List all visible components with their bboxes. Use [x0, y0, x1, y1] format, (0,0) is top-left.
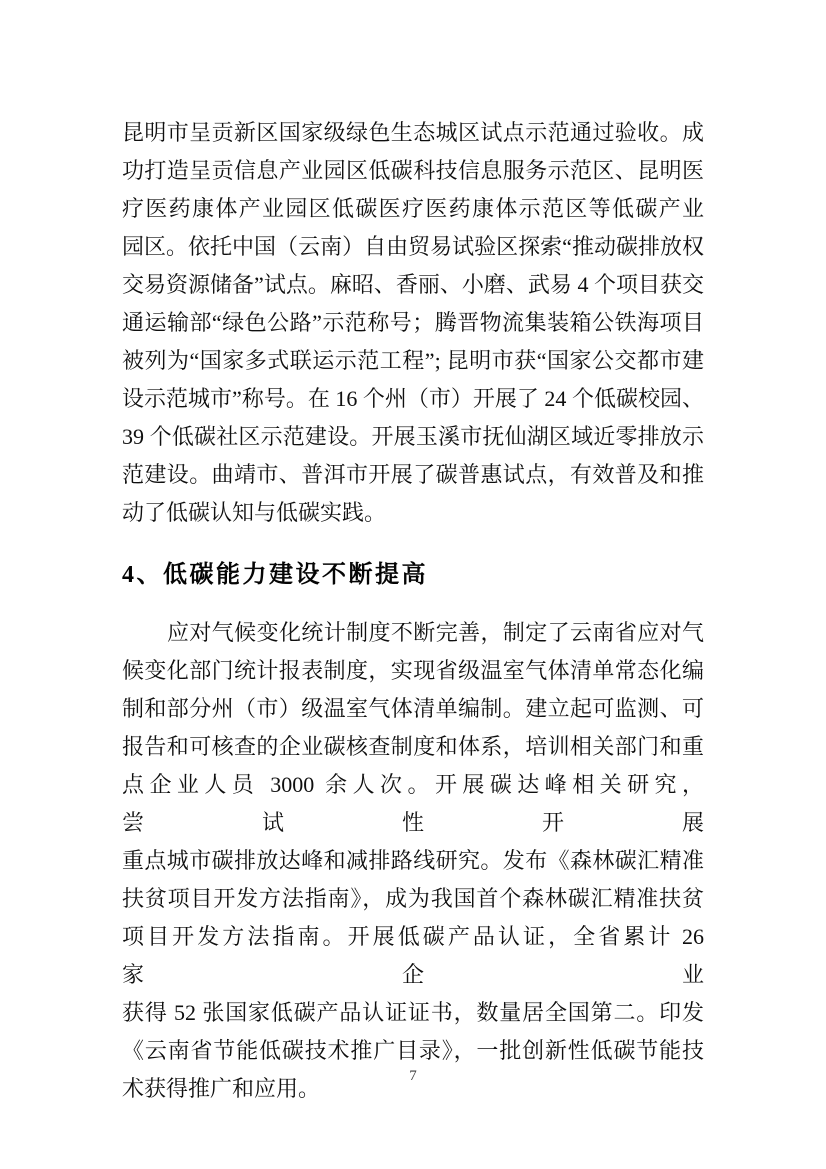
page-number: 7: [409, 1068, 417, 1084]
text-line: 39 个低碳社区示范建设。开展玉溪市抚仙湖区域近零排放示: [122, 424, 704, 449]
text-line: 疗医药康体产业园区低碳医疗医药康体示范区等低碳产业: [122, 196, 704, 221]
text-line: 获得 52 张国家低碳产品认证证书，数量居全国第二。印发: [122, 1000, 704, 1025]
text-line: 交易资源储备”试点。麻昭、香丽、小磨、武易 4 个项目获交: [122, 272, 704, 297]
paragraph-2: [122, 614, 704, 1108]
text-line: 动了低碳认知与低碳实践。: [122, 500, 387, 525]
section-heading: 4、低碳能力建设不断提高: [122, 562, 428, 588]
text-line: 《云南省节能低碳技术推广目录》，一批创新性低碳节能技: [122, 1038, 704, 1063]
text-line: 通运输部“绿色公路”示范称号；腾晋物流集装箱公铁海项目: [122, 310, 704, 335]
text-line: 报告和可核查的企业碳核查制度和体系，培训相关部门和重: [122, 734, 704, 759]
text-line: 功打造呈贡信息产业园区低碳科技信息服务示范区、昆明医: [122, 158, 704, 183]
text-line: 候变化部门统计报表制度，实现省级温室气体清单常态化编: [122, 658, 704, 683]
text-line: 应对气候变化统计制度不断完善，制定了云南省应对气: [167, 620, 704, 645]
text-line: 被列为“国家多式联运示范工程”; 昆明市获“国家公交都市建: [122, 348, 704, 373]
text-line: 制和部分州（市）级温室气体清单编制。建立起可监测、可: [122, 696, 704, 721]
text-line: 设示范城市”称号。在 16 个州（市）开展了 24 个低碳校园、: [122, 386, 704, 411]
text-line: 昆明市呈贡新区国家级绿色生态城区试点示范通过验收。成: [122, 120, 704, 145]
text-line: 术获得推广和应用。: [122, 1076, 321, 1101]
paragraph-1: [122, 114, 704, 532]
text-line: 园区。依托中国（云南）自由贸易试验区探索“推动碳排放权: [122, 234, 704, 259]
text-line: 范建设。曲靖市、普洱市开展了碳普惠试点，有效普及和推: [122, 462, 704, 487]
text-line: 重点城市碳排放达峰和减排路线研究。发布《森林碳汇精准: [122, 848, 704, 873]
text-line: 点企业人员 3000 余人次。开展碳达峰相关研究，尝试性开展: [122, 772, 704, 835]
page-body: [122, 114, 704, 1108]
text-line: 扶贫项目开发方法指南》，成为我国首个森林碳汇精准扶贫: [122, 886, 704, 911]
text-line: 项目开发方法指南。开展低碳产品认证，全省累计 26 家企业: [122, 924, 704, 987]
